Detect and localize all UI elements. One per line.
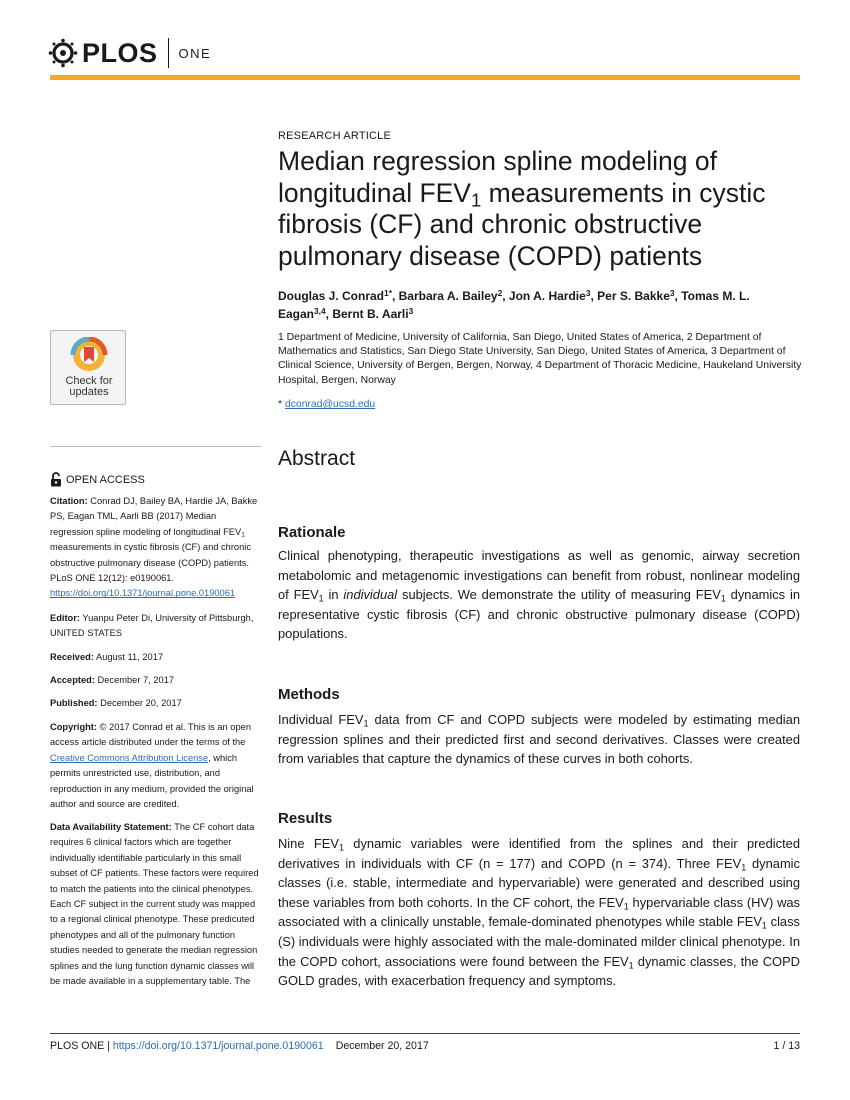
rationale-text: in: [323, 587, 344, 603]
editor-block: [50, 611, 260, 642]
citation-doi-link[interactable]: https://doi.org/10.1371/journal.pone.0190061: [50, 588, 236, 599]
rationale-heading: Rationale: [278, 524, 346, 541]
header-accent-bar: [50, 75, 800, 80]
author-list: [278, 287, 798, 323]
author-sep: ,: [391, 289, 399, 303]
author-affiliation-sup: 3: [669, 288, 675, 299]
title-line-1: Median regression spline modeling of: [278, 146, 717, 176]
footer-journal: PLOS ONE: [50, 1040, 105, 1052]
results-text: dynamic classes, the COPD GOLD grades, with exacerbation frequency and symptoms.: [278, 953, 800, 989]
author-affiliation-sup: 1: [384, 288, 389, 299]
author-sep: ,: [502, 289, 509, 303]
accepted-date: December 7, 2017: [97, 675, 175, 685]
check-for-updates-badge[interactable]: [50, 330, 126, 405]
plos-one-logo[interactable]: [48, 36, 211, 70]
author-name: Bernt B. Aarli: [332, 307, 409, 321]
published-label: Published:: [50, 698, 98, 708]
article-type: RESEARCH ARTICLE: [278, 130, 392, 142]
received-block: [50, 650, 260, 665]
fev-sub: 1: [628, 959, 634, 970]
editor-label: Editor:: [50, 613, 80, 623]
badge-line-2: updates: [69, 386, 109, 398]
title-line-2: longitudinal FEV: [278, 177, 471, 208]
author-affiliation-sup: 2: [497, 288, 503, 299]
results-text: class (S) individuals were highly associated with the male-dominated milder clinical phenotype. In the COPD cohort, associations were found between the FEV: [278, 914, 800, 969]
corresponding-mark: *: [388, 288, 392, 299]
journal-name: ONE: [178, 45, 212, 61]
title-line-3: fibrosis (CF) and chronic obstructive: [278, 209, 703, 239]
results-text: Nine FEV: [278, 836, 339, 851]
plos-logo-icon: [48, 38, 78, 68]
page-footer: [50, 1040, 800, 1052]
received-label: Received:: [50, 652, 94, 662]
author-name: Per S. Bakke: [597, 289, 670, 303]
author[interactable]: [332, 307, 413, 321]
author-name: Tomas M. L. Eagan: [278, 289, 750, 321]
open-access-label: [50, 472, 145, 487]
author-affiliation-sup: 3: [585, 288, 591, 299]
copyright-text: © 2017 Conrad et al. This is an open access article distributed under the terms of the: [50, 722, 251, 748]
logo-divider: [168, 38, 169, 68]
author-affiliation-sup: 3,4: [314, 306, 326, 317]
published-date: December 20, 2017: [100, 698, 182, 708]
results-text: dynamic classes (i.e. stable, intermediate and hypervariable) were generated and described using these variables from both cohorts. In the CF cohort, the FEV: [278, 855, 800, 910]
rationale-text: Clinical phenotyping, therapeutic investigations as well as genomic, airway secretion metabolomic and metagenomic investigations can benefit from robust, nonlinear modeling of FEV: [278, 548, 800, 603]
citation-sub: 1: [241, 531, 245, 539]
methods-paragraph: [278, 710, 800, 769]
rationale-text: dynamics in representative cystic fibrosis (CF) and chronic obstructive pulmonary disease (COPD) populations.: [278, 587, 800, 642]
fev-sub: 1: [623, 901, 629, 912]
affiliations: 1 Department of Medicine, University of California, San Diego, United States of America, 2 Department of Mathematics and Statistics, San Diego State University, San Diego, United States of America, 3 Department of Clinical Science, University of Bergen, Bergen, Norway, 4 Department of Thoracic Medicine, Haukeland University Hospital, Bergen, Norway: [278, 332, 802, 386]
email-star: *: [278, 399, 283, 410]
check-for-updates-icon: [69, 337, 109, 375]
badge-label: [51, 376, 127, 398]
title-line-4: pulmonary disease (COPD) patients: [278, 240, 703, 271]
fev-sub: 1: [363, 718, 369, 729]
published-block: [50, 696, 260, 711]
author[interactable]: [597, 289, 674, 303]
article-title: [278, 146, 818, 272]
copyright-block: [50, 720, 260, 812]
citation-text-2: measurements in cystic fibrosis (CF) and chronic obstructive pulmonary disease (COPD) patients. PLoS ONE 12(12): e0190061.: [50, 542, 251, 584]
badge-line-1: Check for: [65, 375, 113, 387]
author-sep: ,: [325, 307, 333, 321]
methods-text: data from CF and COPD subjects were modeled by estimating median regression splines and their predicted first and second derivatives. Classes were created from variables that capture the dynamics of these curves in both cohorts.: [278, 712, 800, 767]
fev-sub: 1: [741, 861, 747, 872]
data-availability-text: The CF cohort data requires 6 clinical factors which are together individually identifiable particularly in this small subset of CF patients. These factors were required to match the patients into the clinical phenotypes. Each CF subject in the current study was mapped to a regional clinical phenotype. These predicuted phenotypes and all of the pulmonary function studies needed to generate the median regression splines and the lung function dynamic classes will be made available in a supplementary table. The: [50, 822, 259, 987]
title-line-2-cont: measurements in cystic: [481, 177, 766, 208]
editor-text: Yuanpu Peter Di, University of Pittsburgh, UNITED STATES: [50, 613, 254, 639]
received-date: August 11, 2017: [96, 652, 164, 662]
fev-sub: 1: [720, 593, 726, 604]
data-availability-block: [50, 820, 260, 989]
methods-text: Individual FEV: [278, 712, 364, 727]
footer-doi-link[interactable]: https://doi.org/10.1371/journal.pone.0190061: [112, 1040, 324, 1052]
fev-sub: 1: [761, 920, 767, 931]
page-number: 1 / 13: [773, 1040, 800, 1052]
rationale-emphasis: individual: [343, 587, 398, 603]
open-lock-icon: [50, 472, 62, 487]
footer-divider: [50, 1033, 800, 1034]
results-text: dynamic variables were identified from the splines and their predicted derivatives in individuals with CF (n = 177) and COPD (n = 374). Three FEV: [278, 836, 800, 871]
data-availability-label: Data Availability Statement:: [50, 822, 172, 832]
brand-name: PLOS: [82, 37, 158, 68]
copyright-label: Copyright:: [50, 722, 97, 732]
author[interactable]: [278, 289, 392, 303]
author-sep: ,: [674, 289, 682, 303]
author[interactable]: [509, 289, 591, 303]
copyright-text-2: , which permits unrestricted use, distribution, and reproduction in any medium, provided the original author and source are credited.: [50, 752, 254, 810]
results-paragraph: [278, 834, 800, 991]
open-access-text: OPEN ACCESS: [66, 473, 145, 486]
footer-date: December 20, 2017: [335, 1040, 429, 1052]
email-link[interactable]: dconrad@ucsd.edu: [284, 399, 376, 410]
accepted-label: Accepted:: [50, 675, 95, 685]
fev-sub: 1: [338, 842, 344, 853]
results-heading: Results: [278, 810, 333, 827]
citation-block: [50, 494, 260, 602]
results-text: hypervariable class (HV) was associated with a clinically unstable, female-dominated phenotypes while stable FEV: [278, 894, 800, 930]
author-affiliation-sup: 3: [408, 306, 414, 317]
fev-sub: 1: [318, 593, 324, 604]
title-sub: 1: [470, 189, 482, 211]
author-sep: ,: [590, 289, 598, 303]
accepted-block: [50, 673, 260, 688]
corresponding-email: [278, 399, 375, 410]
author-name: Jon A. Hardie: [508, 289, 586, 303]
abstract-heading: Abstract: [278, 447, 356, 470]
license-link[interactable]: Creative Commons Attribution License: [50, 752, 209, 763]
citation-label: Citation:: [50, 496, 88, 506]
sidebar-divider: [50, 446, 261, 447]
author[interactable]: [399, 289, 503, 303]
footer-sep: |: [104, 1040, 113, 1052]
author-name: Douglas J. Conrad: [278, 289, 385, 303]
citation-text: Conrad DJ, Bailey BA, Hardie JA, Bakke PS, Eagan TML, Aarli BB (2017) Median regression spline modeling of longitudinal FEV: [50, 496, 258, 537]
rationale-paragraph: [278, 546, 800, 644]
rationale-text: subjects. We demonstrate the utility of measuring FEV: [397, 587, 721, 603]
methods-heading: Methods: [278, 686, 340, 703]
author-name: Barbara A. Bailey: [398, 289, 498, 303]
